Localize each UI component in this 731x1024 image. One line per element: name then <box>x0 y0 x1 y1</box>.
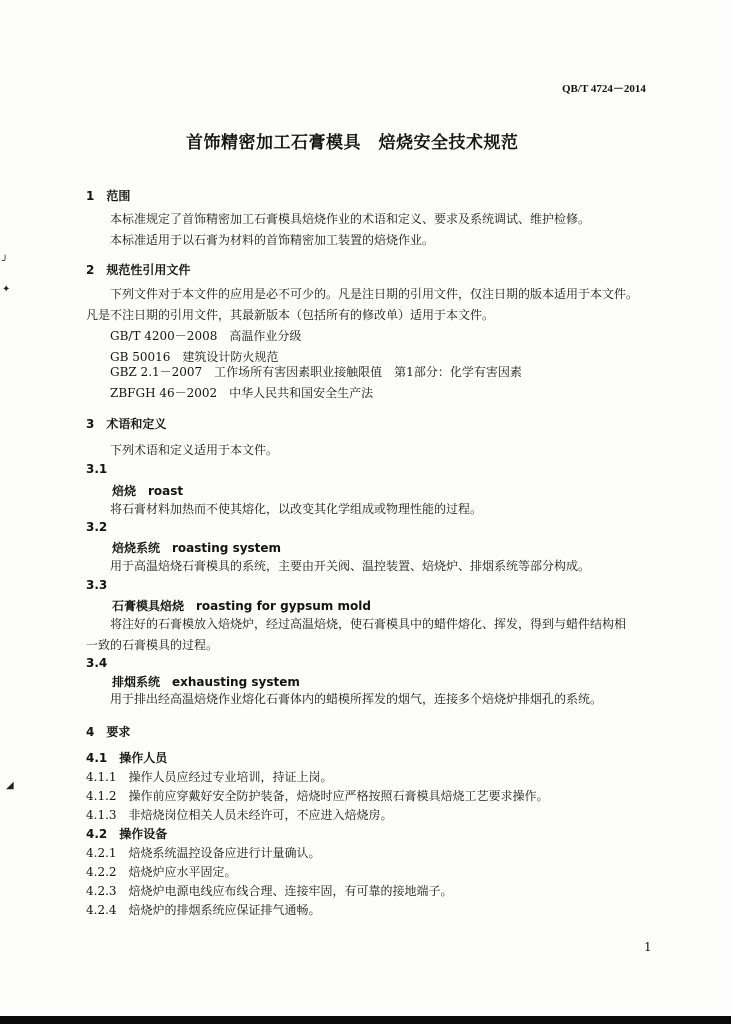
references-intro-line-2: 凡是不注日期的引用文件，其最新版本（包括所有的修改单）适用于本文件。 <box>86 308 495 322</box>
term-definition-continued: 一致的石膏模具的过程。 <box>86 638 219 652</box>
term-name: 石膏模具焙烧 roasting for gypsum mold <box>112 599 371 613</box>
requirement-item: 4.1.1 操作人员应经过专业培训，持证上岗。 <box>86 770 333 784</box>
section-heading-requirements: 4 要求 <box>86 725 131 739</box>
scan-artifact-mark: ✦ <box>2 284 11 295</box>
term-number: 3.2 <box>86 520 108 534</box>
scan-artifact-mark: ◢ <box>6 780 14 791</box>
subsection-heading-operators: 4.1 操作人员 <box>86 751 168 765</box>
reference-item: ZBFGH 46－2002 中华人民共和国安全生产法 <box>110 386 374 400</box>
reference-item: GB/T 4200－2008 高温作业分级 <box>110 329 302 343</box>
term-number: 3.4 <box>86 656 108 670</box>
requirement-item: 4.1.3 非焙烧岗位相关人员未经许可，不应进入焙烧房。 <box>86 808 393 822</box>
scan-bottom-edge <box>0 1016 731 1024</box>
requirement-item: 4.2.4 焙烧炉的排烟系统应保证排气通畅。 <box>86 903 321 917</box>
term-definition: 用于排出经高温焙烧作业熔化石膏体内的蜡模所挥发的烟气，连接多个焙烧炉排烟孔的系统。 <box>110 692 603 706</box>
standard-code: QB/T 4724－2014 <box>562 83 646 95</box>
term-definition: 将石膏材料加热而不使其熔化，以改变其化学组成或物理性能的过程。 <box>110 502 483 516</box>
term-number: 3.3 <box>86 578 108 592</box>
section-heading-references: 2 规范性引用文件 <box>86 263 191 277</box>
page-number: 1 <box>644 940 652 954</box>
term-definition: 用于高温焙烧石膏模具的系统，主要由开关阀、温控装置、焙烧炉、排烟系统等部分构成。 <box>110 559 591 573</box>
terms-intro: 下列术语和定义适用于本文件。 <box>110 443 279 457</box>
scan-artifact-mark: ╯ <box>2 256 9 267</box>
section-heading-scope: 1 范围 <box>86 189 131 203</box>
requirement-item: 4.1.2 操作前应穿戴好安全防护装备，焙烧时应严格按照石膏模具焙烧工艺要求操作。 <box>86 789 549 803</box>
reference-item: GBZ 2.1－2007 工作场所有害因素职业接触限值 第1部分：化学有害因素 <box>110 365 522 379</box>
term-name: 排烟系统 exhausting system <box>112 675 300 689</box>
term-definition: 将注好的石膏模放入焙烧炉，经过高温焙烧，使石膏模具中的蜡件熔化、挥发，得到与蜡件结构相 <box>110 617 627 631</box>
reference-item: GB 50016 建筑设计防火规范 <box>110 350 279 364</box>
references-intro-line-1: 下列文件对于本文件的应用是必不可少的。凡是注日期的引用文件，仅注日期的版本适用于本文件。 <box>110 287 639 301</box>
requirement-item: 4.2.3 焙烧炉电源电线应布线合理、连接牢固，有可靠的接地端子。 <box>86 884 453 898</box>
term-number: 3.1 <box>86 462 108 476</box>
subsection-heading-equipment: 4.2 操作设备 <box>86 827 168 841</box>
scope-paragraph-1: 本标准规定了首饰精密加工石膏模具焙烧作业的术语和定义、要求及系统调试、维护检修。 <box>110 212 591 226</box>
requirement-item: 4.2.2 焙烧炉应水平固定。 <box>86 865 237 879</box>
term-name: 焙烧系统 roasting system <box>112 541 282 555</box>
scope-paragraph-2: 本标准适用于以石膏为材料的首饰精密加工装置的焙烧作业。 <box>110 233 435 247</box>
section-heading-terms: 3 术语和定义 <box>86 417 167 431</box>
requirement-item: 4.2.1 焙烧系统温控设备应进行计量确认。 <box>86 846 321 860</box>
document-title: 首饰精密加工石膏模具 焙烧安全技术规范 <box>186 133 519 153</box>
term-name: 焙烧 roast <box>112 484 184 498</box>
